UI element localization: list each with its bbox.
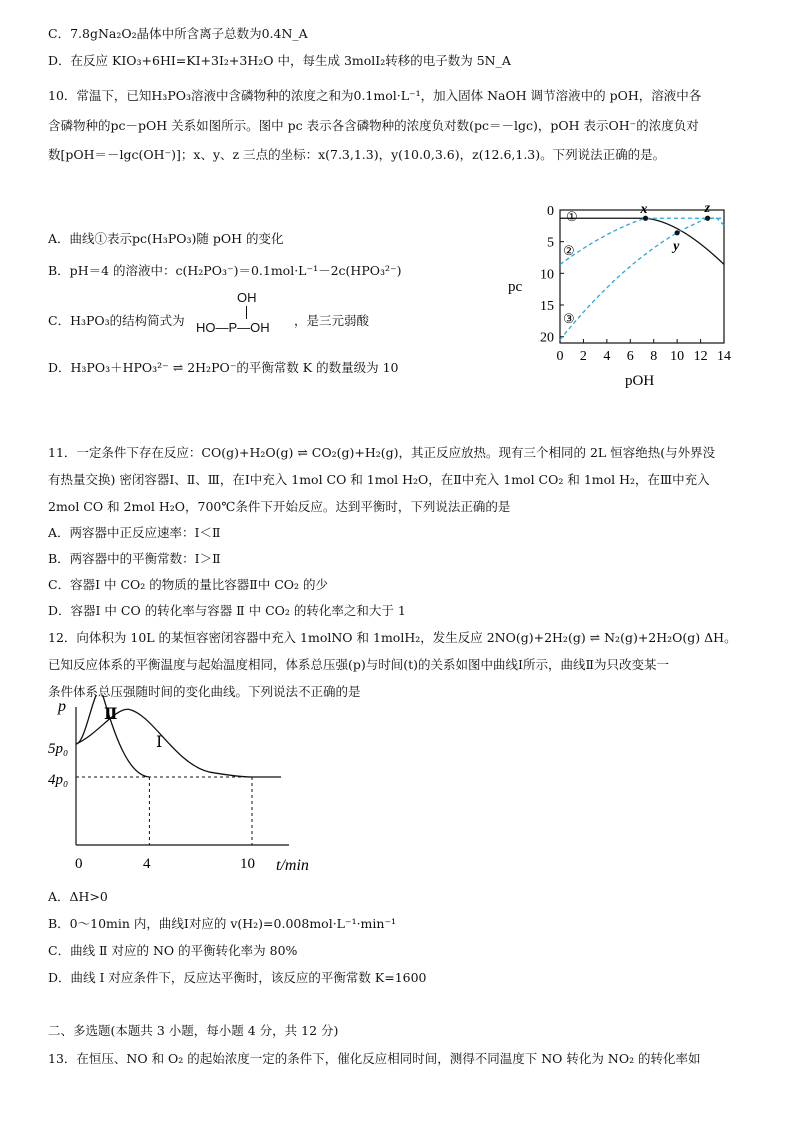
chart2-y-axis-label: p <box>58 698 66 715</box>
chart1-point-z <box>705 216 710 221</box>
chart1-xtick-label: 8 <box>650 349 658 364</box>
chart1-ytick-label: 5 <box>547 235 554 251</box>
chart1-curve-1 <box>560 218 724 264</box>
q12-option-d: D．曲线 Ⅰ 对应条件下，反应达平衡时，该反应的平衡常数 K=1600 <box>48 970 427 985</box>
chart1-ytick-label: 10 <box>540 267 554 283</box>
q10-stem-line-2: 含磷物种的pc－pOH 关系如图所示。图中 pc 表示各含磷物种的浓度负对数(pc＝－lgc)，pOH 表示OH⁻的浓度负对 <box>48 118 699 133</box>
chart1-xtick-label: 10 <box>670 349 685 364</box>
chart1-xtick-label: 0 <box>556 349 564 364</box>
chart1-xtick-label: 6 <box>626 349 634 364</box>
q10-option-c-prefix: C．H₃PO₃的结构简式为 <box>48 313 185 328</box>
chart1-point-label-y: y <box>673 238 680 254</box>
chart1-y-axis-label: pc <box>508 279 523 295</box>
q11-option-a: A．两容器中正反应速率：Ⅰ＜Ⅱ <box>48 525 221 540</box>
q10-option-b: B．pH＝4 的溶液中：c(H₂PO₃⁻)＝0.1mol·L⁻¹－2c(HPO₃²⁻) <box>48 263 402 278</box>
chart2-curve-label-II: Ⅱ <box>104 706 118 723</box>
chart1-curve-label-2: ② <box>563 243 575 258</box>
q10-option-d: D．H₃PO₃＋HPO₃²⁻ ⇌ 2H₂PO⁻的平衡常数 K 的数量级为 10 <box>48 360 399 375</box>
q10-option-a: A．曲线①表示pc(H₃PO₃)随 pOH 的变化 <box>48 231 284 246</box>
chart2-xtick-10: 10 <box>240 856 255 872</box>
q10-option-c <box>48 311 185 329</box>
chart1-curve-label-1: ① <box>566 209 578 224</box>
q12-option-b: B．0～10min 内，曲线Ⅰ对应的 v(H₂)=0.008mol·L⁻¹·min⁻¹ <box>48 916 397 931</box>
chart2-xtick-4: 4 <box>143 856 151 872</box>
chart1-ytick-label: 0 <box>547 204 554 219</box>
q12-option-a: A．ΔH>0 <box>48 889 108 904</box>
chart1-x-axis-label: pOH <box>625 373 655 389</box>
chart2-ytick-4p0: 4p₀ <box>48 772 69 788</box>
q11-option-b: B．两容器中的平衡常数：Ⅰ＞Ⅱ <box>48 551 221 566</box>
chart1-frame <box>560 210 724 343</box>
chart1-point-y <box>675 230 680 235</box>
chart2-ytick-5p0: 5p₀ <box>48 741 69 757</box>
pressure-time-chart <box>44 695 344 880</box>
structure-main-chain: HO—P—OH <box>196 320 270 335</box>
q10-stem-line-3: 数[pOH＝－lgc(OH⁻)]；x、y、z 三点的坐标：x(7.3,1.3)，y(10.0,3.6)，z(12.6,1.3)。下列说法正确的是。 <box>48 147 666 162</box>
q12-stem-line-2: 已知反应体系的平衡温度与起始温度相同，体系总压强(p)与时间(t)的关系如图中曲线Ⅰ所示，曲线Ⅱ为只改变某一 <box>48 657 669 672</box>
q12-stem-line-1: 12．向体积为 10L 的某恒容密闭容器中充入 1molNO 和 1molH₂，发生反应 2NO(g)+2H₂(g) ⇌ N₂(g)+2H₂O(g) ΔH。 <box>48 630 737 645</box>
q10-option-c-suffix: ，是三元弱酸 <box>294 313 370 328</box>
chart1-ytick-label: 15 <box>540 299 554 314</box>
chart2-xtick-0: 0 <box>75 856 83 872</box>
q11-option-d: D．容器Ⅰ 中 CO 的转化率与容器 Ⅱ 中 CO₂ 的转化率之和大于 1 <box>48 603 406 618</box>
chart2-x-axis-label: t/min <box>276 857 309 874</box>
chart1-xtick-label: 2 <box>579 349 587 364</box>
chart1-curve-3 <box>560 218 724 340</box>
chart1-point-label-z: z <box>704 201 711 217</box>
q10-stem-line-1: 10．常温下，已知H₃PO₃溶液中含磷物种的浓度之和为0.1mol·L⁻¹，加入固体 NaOH 调节溶液中的 pOH，溶液中各 <box>48 88 702 103</box>
chart1-ytick-label: 20 <box>540 330 554 346</box>
chart1-xtick-label: 12 <box>693 349 708 364</box>
chart1-xtick-label: 4 <box>603 349 611 364</box>
section-2-title: 二、多选题(本题共 3 小题，每小题 4 分，共 12 分) <box>48 1023 339 1038</box>
chart1-curve-label-3: ③ <box>563 311 575 326</box>
q12-option-c: C．曲线 Ⅱ 对应的 NO 的平衡转化率为 80% <box>48 943 298 958</box>
q11-stem-line-3: 2mol CO 和 2mol H₂O，700℃条件下开始反应。达到平衡时，下列说法正确的是 <box>48 499 511 514</box>
q9-option-d: D．在反应 KIO₃+6HI=KI+3I₂+3H₂O 中，每生成 3molI₂转移的电子数为 5N_A <box>48 53 511 68</box>
q11-option-c: C．容器Ⅰ 中 CO₂ 的物质的量比容器Ⅱ中 CO₂ 的少 <box>48 577 329 592</box>
structure-bond-vertical <box>246 306 247 319</box>
structure-top-oh: OH <box>237 290 257 305</box>
h3po3-structure <box>196 290 296 340</box>
chart2-curve-label-I: Ⅰ <box>156 734 163 751</box>
q9-option-c: C．7.8gNa₂O₂晶体中所含离子总数为0.4N_A <box>48 26 308 41</box>
pc-poh-chart <box>500 200 740 400</box>
q11-stem-line-1: 11．一定条件下存在反应：CO(g)+H₂O(g) ⇌ CO₂(g)+H₂(g)，其正反应放热。现有三个相同的 2L 恒容绝热(与外界没 <box>48 445 716 460</box>
q13-stem-line-1: 13．在恒压、NO 和 O₂ 的起始浓度一定的条件下，催化反应相同时间，测得不同温度下 NO 转化为 NO₂ 的转化率如 <box>48 1051 701 1066</box>
chart1-point-label-x: x <box>640 202 648 218</box>
chart1-curve-2 <box>560 218 724 264</box>
q12-stem-line-3: 条件体系总压强随时间的变化曲线。下列说法不正确的是 <box>48 684 361 699</box>
chart1-xtick-label: 14 <box>717 349 731 364</box>
q11-stem-line-2: 有热量交换) 密闭容器Ⅰ、Ⅱ、Ⅲ，在Ⅰ中充入 1mol CO 和 1mol H₂O，在Ⅱ中充入 1mol CO₂ 和 1mol H₂，在Ⅲ中充入 <box>48 472 710 487</box>
